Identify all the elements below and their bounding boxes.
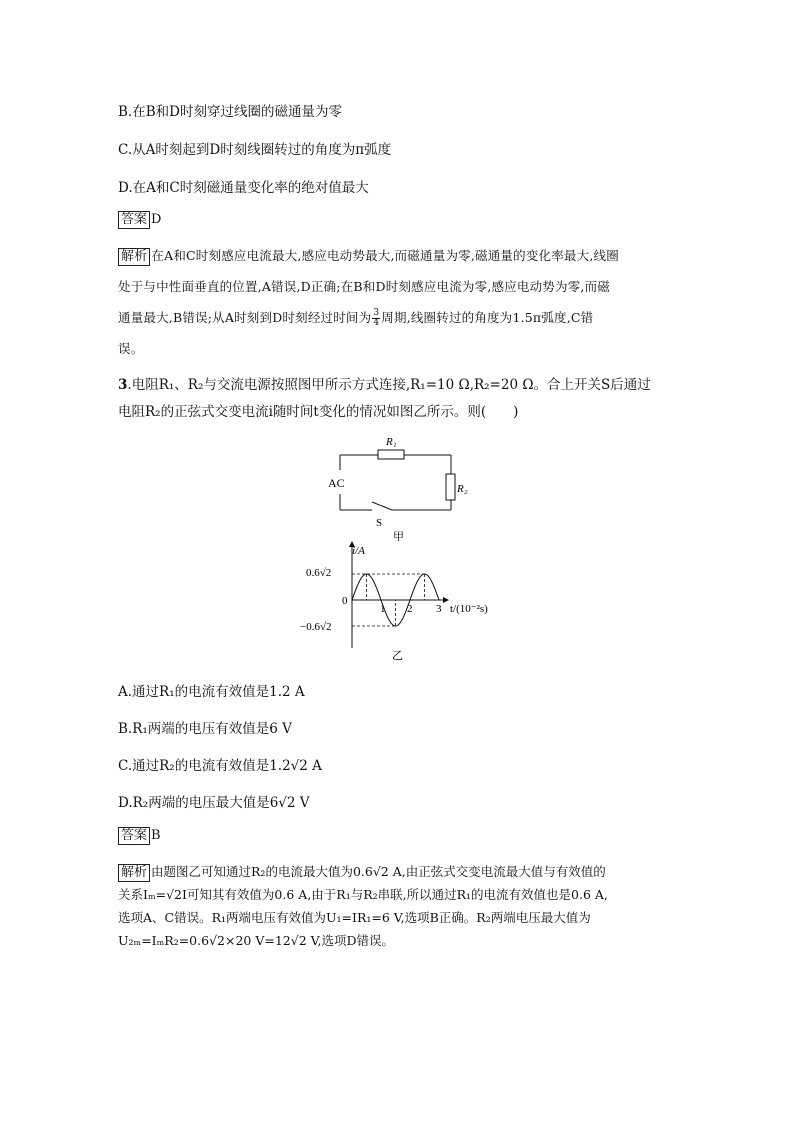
explanation-line: 通量最大,B错误;从A时刻到D时刻经过时间为 $\frac{3}{4}$ 周期,线圈转过的角度为1.5π弧度,C错 (118, 308, 594, 328)
explanation-line: 在A和C时刻感应电流最大,感应电动势最大,而磁通量为零,磁通量的变化率最大,线圈 (151, 248, 619, 263)
option-a: A.通过R₁的电流有效值是1.2 A (118, 684, 305, 700)
fraction: $\frac{3}{4}$ (373, 308, 380, 328)
answer-value: D (151, 212, 162, 227)
option-c: C.通过R₂的电流有效值是1.2√2 A (118, 758, 322, 774)
answer-row (118, 827, 161, 845)
r1-label: R₁ (386, 436, 397, 448)
r1-resistor (378, 450, 404, 459)
question-3-stem (118, 372, 678, 426)
explanation-tag: 解析 (118, 864, 150, 882)
stem-line: 电阻R₂的正弦式交变电流i随时间t变化的情况如图乙所示。则( ) (118, 404, 519, 420)
explanation-line: 选项A、C错误。R₁两端电压有效值为U₁=IR₁=6 V,选项B正确。R₂两端电压最大值为 (118, 910, 591, 925)
stem-line: .电阻R₁、R₂与交流电源按照图甲所示方式连接,R₁=10 Ω,R₂=20 Ω。合上开关S后通过 (127, 377, 651, 393)
answer-tag: 答案 (118, 827, 150, 845)
x-axis-label: t/(10⁻²s) (450, 603, 488, 615)
caption-jia: 甲 (393, 531, 404, 543)
answer-row (118, 211, 161, 229)
caption-yi: 乙 (392, 650, 403, 662)
option-b: B.R₁两端的电压有效值是6 V (118, 721, 292, 737)
x-tick-label: 2 (407, 603, 413, 615)
option-b: B.在B和D时刻穿过线圈的磁通量为零 (118, 104, 342, 120)
explanation-line: U₂ₘ=IₘR₂=0.6√2×20 V=12√2 V,选项D错误。 (118, 933, 394, 948)
ac-source-label: AC (328, 476, 345, 490)
explanation-line: 由题图乙可知通过R₂的电流最大值为0.6√2 A,由正弦式交变电流最大值与有效值的 (151, 864, 606, 879)
x-tick-label: 3 (436, 603, 442, 615)
explanation-tag: 解析 (118, 248, 150, 266)
circuit-diagram (320, 430, 470, 545)
current-time-graph (296, 538, 506, 663)
r2-resistor (446, 474, 455, 500)
switch-blade (372, 502, 392, 510)
y-axis-label: i/A (352, 545, 365, 557)
explanation-block (118, 240, 678, 364)
option-d: D.R₂两端的电压最大值是6√2 V (118, 795, 310, 811)
y-min-label: −0.6√2 (300, 621, 332, 633)
explanation-line: 关系Iₘ=√2I可知其有效值为0.6 A,由于R₁与R₂串联,所以通过R₁的电流有效值也是0.6 A, (118, 887, 608, 902)
explanation-line: 误。 (118, 341, 144, 356)
answer-value: B (151, 828, 161, 843)
explanation-line: 处于与中性面垂直的位置,A错误,D正确;在B和D时刻感应电流为零,感应电动势为零,而磁 (118, 279, 610, 294)
x-tick-label: 1 (380, 603, 386, 615)
y-max-label: 0.6√2 (306, 567, 332, 579)
question-number: 3 (118, 377, 128, 393)
explanation-block (118, 860, 680, 952)
origin-label: 0 (342, 595, 348, 607)
option-d: D.在A和C时刻磁通量变化率的绝对值最大 (118, 180, 369, 196)
r2-label: R₂ (457, 483, 468, 495)
answer-tag: 答案 (118, 211, 150, 229)
switch-label: S (376, 517, 383, 529)
option-c: C.从A时刻起到D时刻线圈转过的角度为π弧度 (118, 142, 392, 158)
